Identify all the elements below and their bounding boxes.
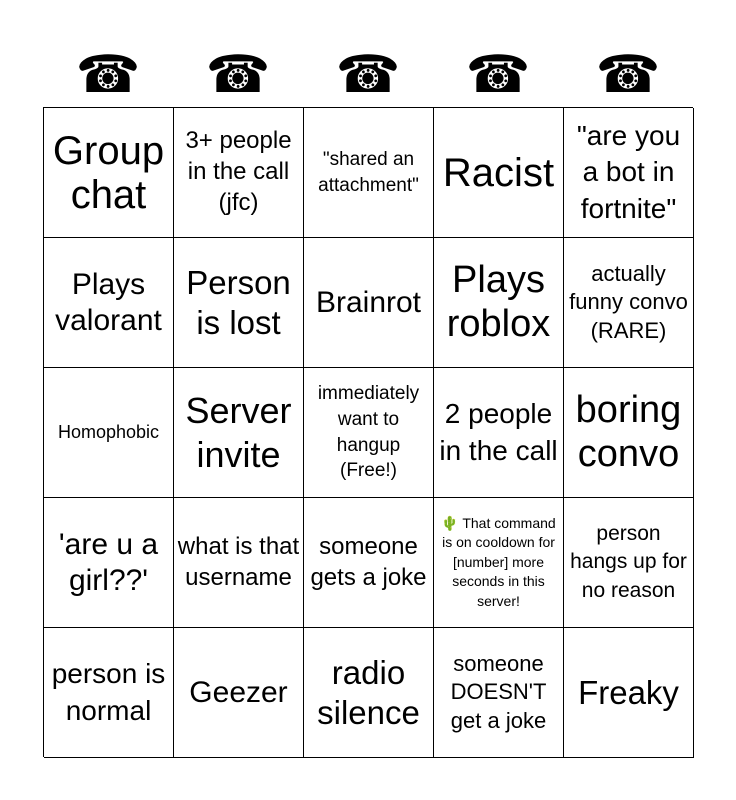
bingo-cell[interactable] [44, 628, 174, 758]
cell-text: Geezer [189, 675, 288, 709]
bingo-cell[interactable] [304, 238, 434, 368]
telephone-icon: ☎ [595, 45, 661, 105]
cell-text: "are you a bot in fortnite" [576, 119, 681, 224]
cell-text: immediately want to hangup (Free!) [317, 383, 420, 482]
cell-text: what is that username [177, 532, 300, 591]
cell-text: boring convo [575, 388, 682, 475]
telephone-icon: ☎ [75, 45, 141, 105]
cell-text: person is normal [51, 658, 166, 726]
header-row [43, 45, 693, 105]
bingo-cell[interactable] [434, 238, 564, 368]
bingo-cell[interactable] [174, 628, 304, 758]
cell-text: Racist [442, 150, 555, 195]
bingo-cell[interactable] [564, 108, 694, 238]
bingo-cell[interactable] [44, 108, 174, 238]
bingo-cell[interactable] [434, 628, 564, 758]
bingo-cell[interactable] [44, 368, 174, 498]
cell-text: radio silence [317, 653, 420, 731]
bingo-cell[interactable] [564, 628, 694, 758]
cell-text: 3+ people in the call (jfc) [185, 127, 292, 216]
bingo-cell[interactable] [44, 498, 174, 628]
telephone-icon: ☎ [465, 45, 531, 105]
bingo-cell[interactable] [434, 368, 564, 498]
cell-text: Plays valorant [55, 267, 162, 337]
bingo-cell[interactable] [174, 368, 304, 498]
cell-text: someone DOESN'T get a joke [450, 650, 547, 733]
cell-text: Homophobic [57, 421, 160, 442]
cell-text: 'are u a girl??' [58, 527, 159, 597]
bingo-cell[interactable] [304, 108, 434, 238]
cell-text: Brainrot [315, 285, 422, 319]
bingo-cell[interactable] [44, 238, 174, 368]
bingo-cell[interactable] [564, 368, 694, 498]
bingo-cell[interactable] [174, 498, 304, 628]
cell-text: Person is lost [186, 263, 291, 341]
bingo-cell[interactable] [304, 628, 434, 758]
bingo-cell[interactable] [434, 108, 564, 238]
cell-text: actually funny convo (RARE) [569, 260, 688, 343]
bingo-cell[interactable] [304, 498, 434, 628]
telephone-icon: ☎ [205, 45, 271, 105]
cell-text: someone gets a joke [310, 532, 427, 591]
cell-text: Freaky [578, 673, 679, 711]
bingo-cell[interactable] [174, 108, 304, 238]
cell-text: Plays roblox [446, 258, 551, 345]
bingo-cell[interactable] [564, 238, 694, 368]
cell-text: 2 people in the call [439, 398, 558, 466]
cell-text: Group chat [52, 128, 165, 217]
telephone-icon: ☎ [335, 45, 401, 105]
bingo-cell[interactable] [174, 238, 304, 368]
cell-text: person hangs up for no reason [570, 521, 687, 602]
bingo-board [43, 107, 693, 757]
cell-text: Server invite [185, 390, 292, 475]
cell-text: "shared an attachment" [318, 148, 419, 196]
bingo-cell[interactable] [304, 368, 434, 498]
bingo-cell[interactable] [434, 498, 564, 628]
cell-text: 🌵 That command is on cooldown for [number] more seconds in this server! [441, 514, 556, 609]
bingo-cell[interactable] [564, 498, 694, 628]
